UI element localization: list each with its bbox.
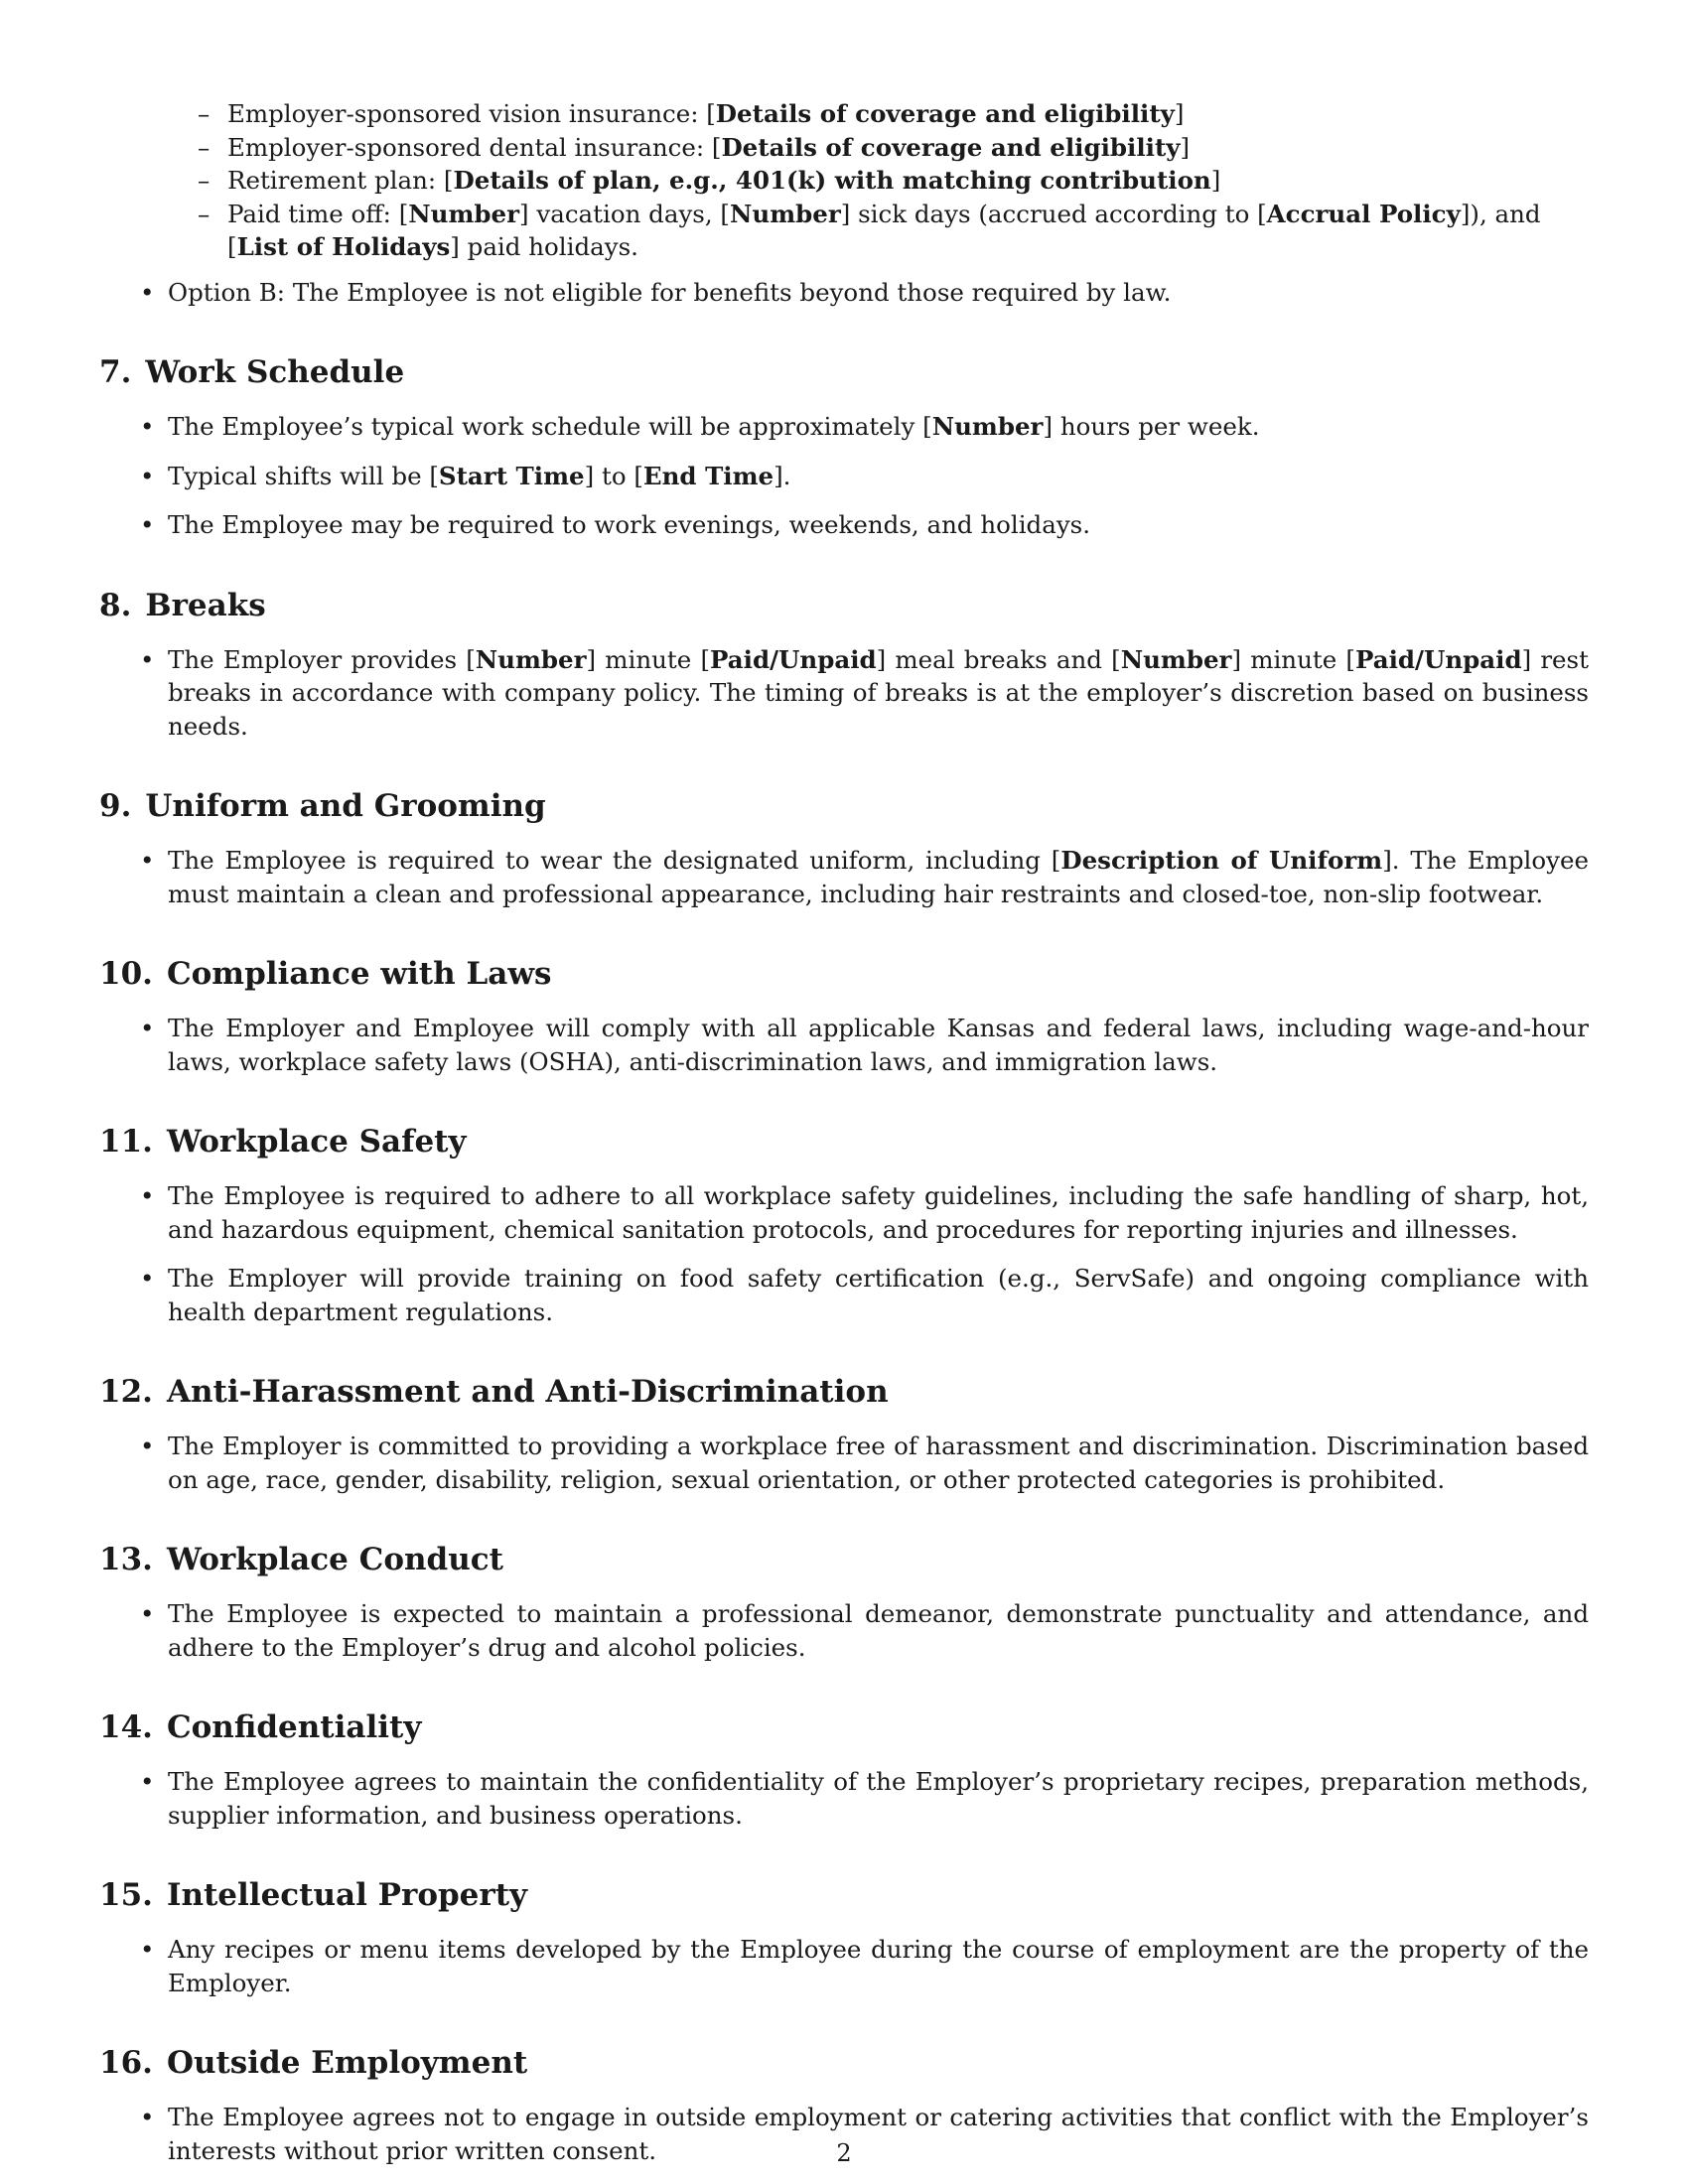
section-heading xyxy=(99,1372,1589,1412)
text-run: ] sick days (accrued according to [ xyxy=(840,199,1267,228)
section-heading xyxy=(99,954,1589,994)
section-title: Breaks xyxy=(145,587,266,623)
section-number: 12. xyxy=(99,1374,153,1410)
section-number: 14. xyxy=(99,1709,153,1745)
benefits-sublist xyxy=(99,97,1589,264)
bullet-icon: • xyxy=(140,461,155,490)
section-title: Anti-Harassment and Anti-Discrimination xyxy=(166,1374,889,1410)
text-run: ] to [ xyxy=(584,461,643,490)
list-item xyxy=(99,164,1589,198)
text-run: ]. The Employee must maintain a clean and professional appearance, including hair restraints and closed-toe, non-slip footwear. xyxy=(168,846,1589,908)
list-item xyxy=(99,410,1589,444)
text-run: The Employee is required to wear the designated uniform, including [ xyxy=(168,846,1061,875)
section-title: Uniform and Grooming xyxy=(145,788,546,824)
text-run: Paid time off: [ xyxy=(227,199,409,228)
text-run: The Employee agrees not to engage in outside employment or catering activities that conflict with the Employer’s interests without prior written consent. xyxy=(168,2103,1589,2165)
section-heading xyxy=(99,1122,1589,1161)
section-title: Confidentiality xyxy=(166,1709,422,1745)
placeholder-field: Start Time xyxy=(438,461,585,490)
section-heading xyxy=(99,2043,1589,2083)
bullet-icon: • xyxy=(140,1767,155,1796)
text-run: The Employee agrees to maintain the confidentiality of the Employer’s proprietary recipes, preparation methods, supplier information, and business operations. xyxy=(168,1767,1589,1830)
text-run: The Employer provides [ xyxy=(168,644,476,674)
bullet-icon: • xyxy=(140,1014,155,1042)
section-bullets xyxy=(99,1179,1589,1328)
text-run: ]. xyxy=(774,461,791,490)
placeholder-field: Number xyxy=(1120,644,1232,674)
section-title: Work Schedule xyxy=(145,354,405,390)
text-run: The Employee is required to adhere to all workplace safety guidelines, including the safe handling of sharp, hot, and hazardous equipment, chemical sanitation protocols, and procedures for reporting injuries and illnesses. xyxy=(168,1181,1589,1244)
bullet-icon: • xyxy=(140,1432,155,1460)
section-heading xyxy=(99,586,1589,625)
section-heading xyxy=(99,1540,1589,1579)
sections-container xyxy=(99,352,1589,2167)
list-item xyxy=(99,844,1589,910)
text-run: ] minute [ xyxy=(1231,644,1355,674)
section-number: 7. xyxy=(99,354,132,390)
section-heading xyxy=(99,352,1589,392)
text-run: ] xyxy=(1210,166,1221,195)
placeholder-field: Number xyxy=(475,644,587,674)
placeholder-field: Paid/Unpaid xyxy=(710,644,877,674)
list-item xyxy=(99,1012,1589,1078)
text-run: Employer-sponsored dental insurance: [ xyxy=(227,132,722,162)
text-run: ] minute [ xyxy=(586,644,710,674)
dash-marker-icon: – xyxy=(198,132,211,162)
text-run: The Employer will provide training on food safety certification (e.g., ServSafe) and ongoing compliance with health department regulations. xyxy=(168,1264,1589,1326)
section-bullets xyxy=(99,844,1589,910)
text-run: The Employee may be required to work evenings, weekends, and holidays. xyxy=(168,510,1091,539)
section-title: Workplace Safety xyxy=(166,1124,467,1160)
text-run: Employer-sponsored vision insurance: [ xyxy=(227,99,716,128)
bullet-icon: • xyxy=(140,277,155,307)
text-run: The Employer and Employee will comply with all applicable Kansas and federal laws, including wage-and-hour laws, workplace safety laws (OSHA), anti-discrimination laws, and immigration laws. xyxy=(168,1014,1589,1076)
list-item xyxy=(99,508,1589,542)
section-heading xyxy=(99,786,1589,826)
text-run: ] hours per week. xyxy=(1043,412,1260,441)
section-title: Workplace Conduct xyxy=(166,1542,503,1577)
placeholder-field: Number xyxy=(730,199,841,228)
section-title: Compliance with Laws xyxy=(166,956,552,992)
bullet-icon: • xyxy=(140,1181,155,1210)
section-bullets xyxy=(99,1933,1589,1999)
placeholder-field: Details of coverage and eligibility xyxy=(721,132,1181,162)
placeholder-field: Accrual Policy xyxy=(1266,199,1461,228)
list-item xyxy=(99,198,1589,264)
bullet-icon: • xyxy=(140,1935,155,1964)
section-number: 13. xyxy=(99,1542,153,1577)
text-run: ] rest breaks in accordance with company policy. The timing of breaks is at the employer’s discretion based on business needs. xyxy=(168,644,1589,741)
placeholder-field: End Time xyxy=(642,461,774,490)
document-body xyxy=(99,97,1589,2183)
list-item xyxy=(99,1597,1589,1664)
bullet-icon: • xyxy=(140,1264,155,1293)
list-item xyxy=(99,643,1589,744)
list-item xyxy=(99,1430,1589,1496)
section-bullets xyxy=(99,1012,1589,1078)
bullet-icon: • xyxy=(140,846,155,875)
text-run: The Employee is expected to maintain a professional demeanor, demonstrate punctuality and attendance, and adhere to the Employer’s drug and alcohol policies. xyxy=(168,1599,1589,1662)
text-run: ]), and [ xyxy=(227,199,1541,261)
placeholder-field: Number xyxy=(408,199,520,228)
list-item xyxy=(99,276,1589,310)
section-title: Outside Employment xyxy=(166,2045,528,2081)
bullet-icon: • xyxy=(140,1599,155,1628)
bullet-icon: • xyxy=(140,510,155,539)
section-number: 15. xyxy=(99,1877,153,1913)
text-run: ] paid holidays. xyxy=(450,232,638,261)
dash-marker-icon: – xyxy=(198,199,211,228)
dash-marker-icon: – xyxy=(198,166,211,195)
section-title: Intellectual Property xyxy=(166,1877,528,1913)
text-run: ] xyxy=(1180,132,1191,162)
list-item xyxy=(99,1179,1589,1246)
section-heading xyxy=(99,1875,1589,1915)
section-heading xyxy=(99,1707,1589,1747)
section-number: 8. xyxy=(99,587,132,623)
section-bullets xyxy=(99,410,1589,542)
section-bullets xyxy=(99,1765,1589,1832)
bullet-icon: • xyxy=(140,412,155,441)
text-run: ] xyxy=(1174,99,1185,128)
list-item xyxy=(99,131,1589,165)
section-number: 9. xyxy=(99,788,132,824)
placeholder-field: Description of Uniform xyxy=(1060,846,1383,875)
section-bullets xyxy=(99,1430,1589,1496)
text-run: Any recipes or menu items developed by the Employee during the course of employment are the property of the Employer. xyxy=(168,1935,1589,1997)
text-run: Retirement plan: [ xyxy=(227,166,454,195)
list-item xyxy=(99,1765,1589,1832)
section-number: 11. xyxy=(99,1124,153,1160)
list-item xyxy=(99,460,1589,493)
placeholder-field: Number xyxy=(931,412,1044,441)
section-number: 10. xyxy=(99,956,153,992)
bullet-icon: • xyxy=(140,2103,155,2131)
placeholder-field: Paid/Unpaid xyxy=(1354,644,1522,674)
text-run: The Employer is committed to providing a workplace free of harassment and discrimination. Discrimination based on age, race, gender, disability, religion, sexual orientation, or other protected categories is prohibited. xyxy=(168,1432,1589,1494)
text-run: ] vacation days, [ xyxy=(519,199,730,228)
section-bullets xyxy=(99,1597,1589,1664)
bullet-icon: • xyxy=(140,644,155,674)
placeholder-field: Details of plan, e.g., 401(k) with matching contribution xyxy=(453,166,1211,195)
dash-marker-icon: – xyxy=(198,99,211,128)
list-item xyxy=(99,1933,1589,1999)
text-run: ] meal breaks and [ xyxy=(876,644,1121,674)
placeholder-field: Details of coverage and eligibility xyxy=(715,99,1175,128)
text-run: Typical shifts will be [ xyxy=(168,461,439,490)
placeholder-field: List of Holidays xyxy=(236,232,451,261)
list-item xyxy=(99,1262,1589,1328)
text-run: The Employee’s typical work schedule will be approximately [ xyxy=(168,412,932,441)
page-number: 2 xyxy=(836,2139,852,2167)
section-number: 16. xyxy=(99,2045,153,2081)
option-b-list xyxy=(99,276,1589,310)
text-run: Option B: The Employee is not eligible for benefits beyond those required by law. xyxy=(168,277,1172,307)
list-item xyxy=(99,97,1589,131)
section-bullets xyxy=(99,643,1589,744)
